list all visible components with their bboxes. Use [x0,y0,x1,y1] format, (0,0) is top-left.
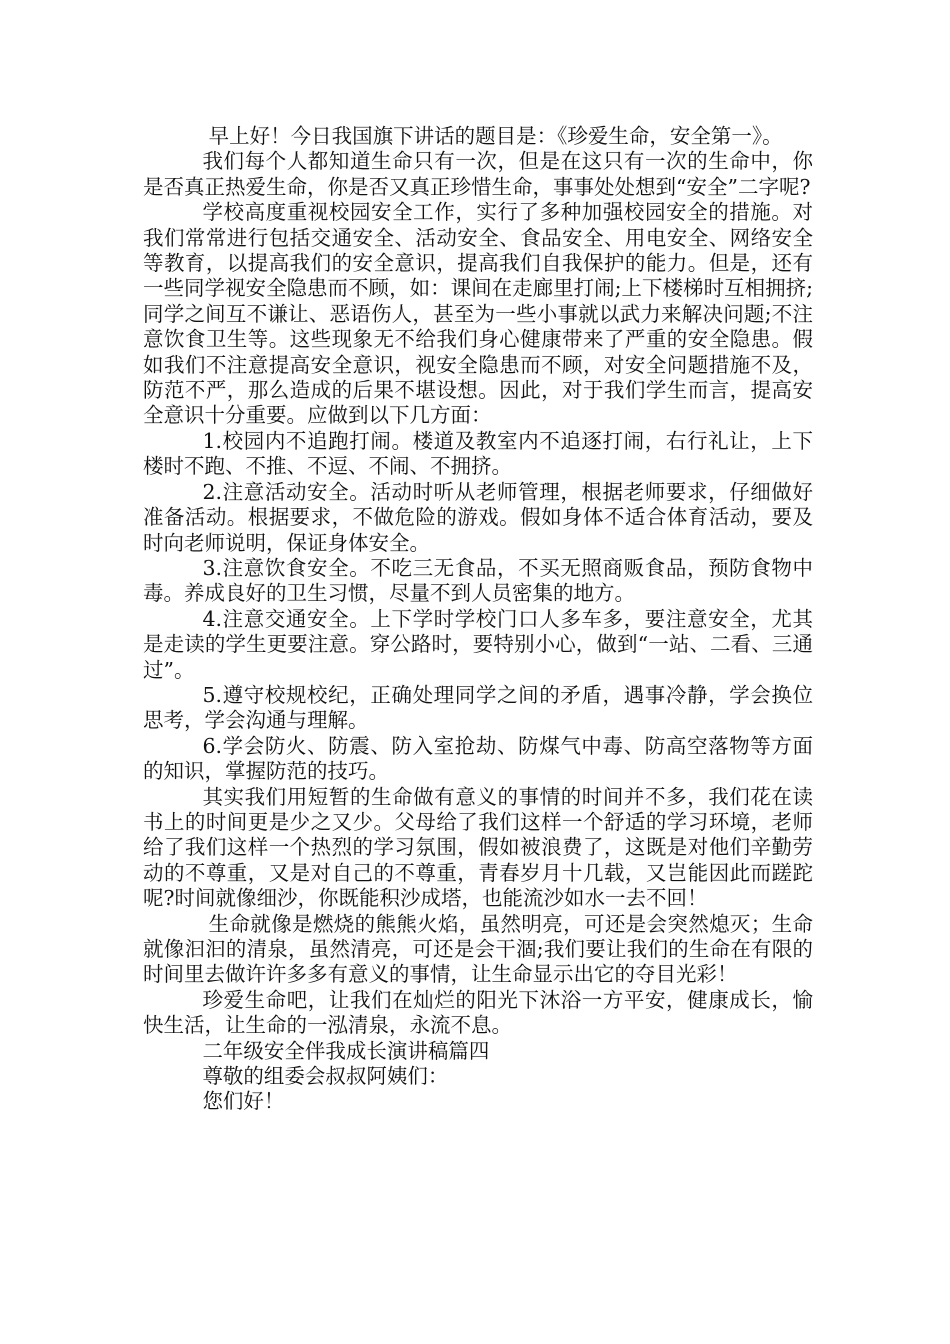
document-body [143,124,813,1115]
list-item: 2.注意活动安全。活动时听从老师管理，根据老师要求，仔细做好准备活动。根据要求，不做危险的游戏。假如身体不适合体育活动，要及时向老师说明，保证身体安全。 [143,479,813,555]
section-heading: 二年级安全伴我成长演讲稿篇四 [202,1038,490,1063]
list-item: 4.注意交通安全。上下学时学校门口人多车多，要注意安全，尤其是走读的学生更要注意。穿公路时，要特别小心，做到“一站、二看、三通过”。 [143,606,813,682]
list-item: 5.遵守校规校纪，正确处理同学之间的矛盾，遇事冷静，学会换位思考，学会沟通与理解。 [143,682,813,733]
body-paragraph: 珍爱生命吧，让我们在灿烂的阳光下沐浴一方平安，健康成长，愉快生活，让生命的一泓清泉，永流不息。 [143,987,813,1038]
list-item: 1.校园内不追跑打闹。楼道及教室内不追逐打闹，右行礼让，上下楼时不跑、不推、不逗、不闹、不拥挤。 [143,428,813,479]
body-paragraph: 我们每个人都知道生命只有一次，但是在这只有一次的生命中，你是否真正热爱生命，你是否又真正珍惜生命，事事处处想到“安全”二字呢? [143,149,813,199]
body-paragraph: 其实我们用短暂的生命做有意义的事情的时间并不多，我们花在读书上的时间更是少之又少。父母给了我们这样一个舒适的学习环境，老师给了我们这样一个热烈的学习氛围，假如被浪费了，这既是对他们辛勤劳动的不尊重，又是对自己的不尊重，青春岁月十几载，又岂能因此而蹉跎呢?时间就像细沙，你既能积沙成塔，也能流沙如水一去不回！ [143,784,813,911]
salutation: 尊敬的组委会叔叔阿姨们： [202,1064,449,1089]
list-item: 3.注意饮食安全。不吃三无食品，不买无照商贩食品，预防食物中毒。养成良好的卫生习惯，尽量不到人员密集的地方。 [143,555,813,606]
body-paragraph: 学校高度重视校园安全工作，实行了多种加强校园安全的措施。对我们常常进行包括交通安全、活动安全、食品安全、用电安全、网络安全等教育，以提高我们的安全意识，提高我们自我保护的能力。但是，还有一些同学视安全隐患而不顾，如：课间在走廊里打闹;上下楼梯时互相拥挤;同学之间互不谦让、恶语伤人，甚至为一些小事就以武力来解决问题;不注意饮食卫生等。这些现象无不给我们身心健康带来了严重的安全隐患。假如我们不注意提高安全意识，视安全隐患而不顾，对安全问题措施不及，防范不严，那么造成的后果不堪设想。因此，对于我们学生而言，提高安全意识十分重要。应做到以下几方面： [143,200,813,428]
body-paragraph: 生命就像是燃烧的熊熊火焰，虽然明亮，可还是会突然熄灭；生命就像汩汩的清泉，虽然清亮，可还是会干涸;我们要让我们的生命在有限的时间里去做许许多多有意义的事情，让生命显示出它的夺目光彩！ [143,911,813,987]
greeting-paragraph: 早上好！今日我国旗下讲话的题目是：《珍爱生命，安全第一》。 [208,124,783,148]
greeting: 您们好！ [202,1089,285,1114]
list-item: 6.学会防火、防震、防入室抢劫、防煤气中毒、防高空落物等方面的知识，掌握防范的技巧。 [143,733,813,784]
